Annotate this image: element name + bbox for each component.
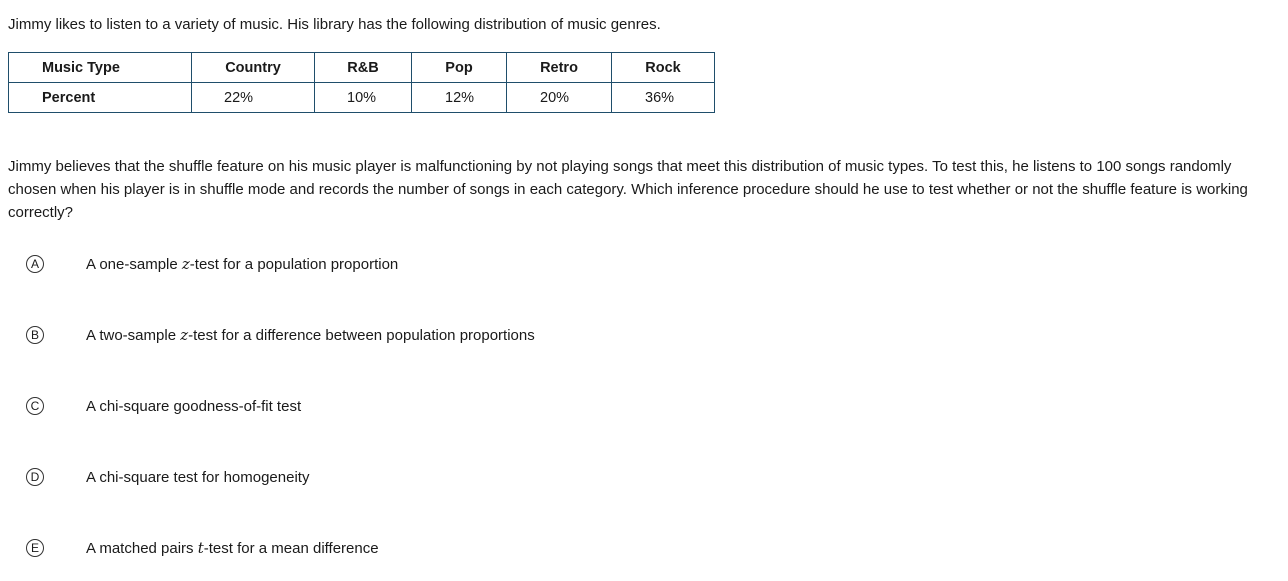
table-cell-rock: 36% [612, 83, 715, 113]
choice-letter-c[interactable]: C [26, 397, 44, 415]
answer-choice-e[interactable] [26, 537, 379, 559]
question-text: Jimmy believes that the shuffle feature on his music player is malfunctioning by not playing songs that meet this distribution of music types. To test this, he listens to 100 songs randomly chosen when his player is in shuffle mode and records the number of songs in each category. Which inference procedure should he use to test whether or not the shuffle feature is working correctly? [8, 158, 1248, 221]
table-header-country: Country [192, 53, 315, 83]
choice-text-d[interactable]: A chi-square test for homogeneity [86, 468, 310, 486]
choice-letter-d[interactable]: D [26, 468, 44, 486]
choice-text-c[interactable]: A chi-square goodness-of-fit test [86, 397, 302, 415]
choice-letter-a[interactable]: A [26, 255, 44, 273]
table-row-label-percent: Percent [9, 83, 192, 113]
answer-choice-a[interactable] [26, 253, 399, 275]
table-header-music-type: Music Type [9, 53, 192, 83]
answer-choice-b[interactable] [26, 324, 535, 346]
answer-choice-c[interactable] [26, 395, 302, 417]
table-header-retro: Retro [507, 53, 612, 83]
question-intro: Jimmy likes to listen to a variety of music. His library has the following distribution of music genres. [8, 16, 661, 33]
music-distribution-table [8, 52, 715, 113]
choice-letter-b[interactable]: B [26, 326, 44, 344]
table-header-pop: Pop [412, 53, 507, 83]
table-cell-rnb: 10% [315, 83, 412, 113]
table-header-rnb: R&B [315, 53, 412, 83]
table-header-rock: Rock [612, 53, 715, 83]
choice-letter-e[interactable]: E [26, 539, 44, 557]
table-header-row [9, 53, 715, 83]
table-cell-pop: 12% [412, 83, 507, 113]
choice-text-b[interactable]: A two-sample z-test for a difference between population proportions [86, 326, 535, 344]
table-cell-country: 22% [192, 83, 315, 113]
choice-text-e[interactable]: A matched pairs t-test for a mean difference [86, 539, 379, 557]
table-cell-retro: 20% [507, 83, 612, 113]
answer-choice-d[interactable] [26, 466, 310, 488]
table-row [9, 83, 715, 113]
choice-text-a[interactable]: A one-sample z-test for a population proportion [86, 255, 399, 273]
